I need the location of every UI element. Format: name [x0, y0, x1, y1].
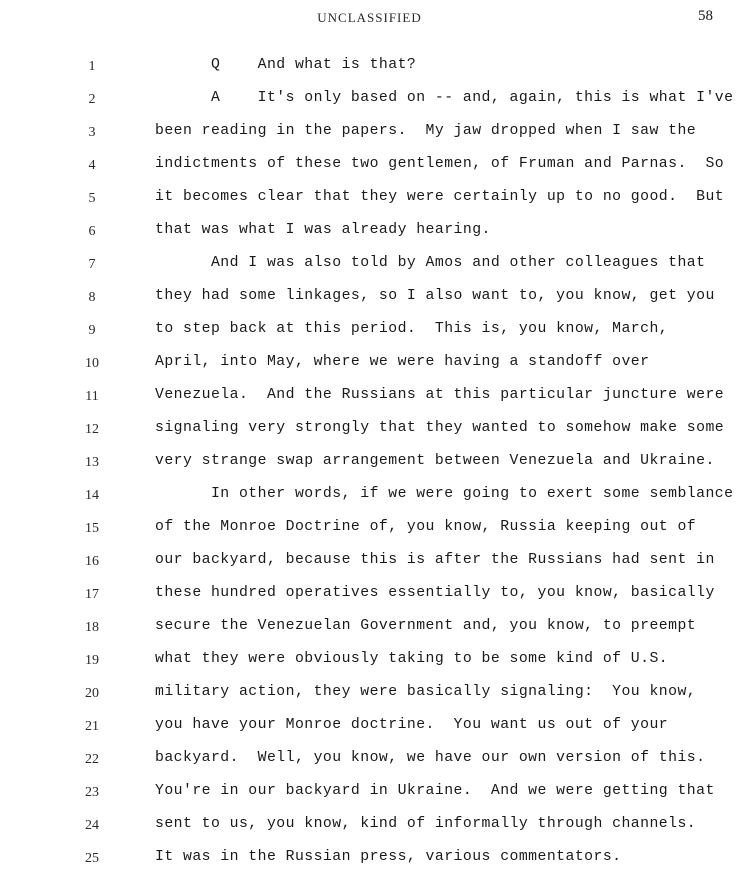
line-text: very strange swap arrangement between Venezuela and Ukraine.: [155, 453, 715, 469]
line-text: signaling very strongly that they wanted to somehow make some: [155, 420, 725, 436]
line-number: 22: [85, 752, 99, 767]
transcript-line: [0, 117, 751, 150]
line-number: 1: [88, 59, 96, 74]
line-number: 20: [85, 686, 99, 701]
transcript-line: [0, 348, 751, 381]
line-number: 14: [85, 488, 99, 503]
line-text: military action, they were basically signaling: You know,: [155, 684, 697, 700]
line-text: secure the Venezuelan Government and, you know, to preempt: [155, 618, 697, 634]
line-number: 9: [88, 323, 96, 338]
line-text: You're in our backyard in Ukraine. And we were getting that: [155, 783, 715, 799]
line-number: 25: [85, 851, 99, 866]
line-number: 16: [85, 554, 99, 569]
line-number: 19: [85, 653, 99, 668]
line-text: these hundred operatives essentially to, you know, basically: [155, 585, 715, 601]
line-text: And I was also told by Amos and other colleagues that: [155, 255, 706, 271]
transcript-line: [0, 249, 751, 282]
line-text: In other words, if we were going to exert some semblance: [155, 486, 734, 502]
line-text: of the Monroe Doctrine of, you know, Russia keeping out of: [155, 519, 697, 535]
line-number: 8: [88, 290, 96, 305]
transcript-line: [0, 315, 751, 348]
line-number: 13: [85, 455, 99, 470]
line-number: 11: [85, 389, 99, 404]
line-text: you have your Monroe doctrine. You want us out of your: [155, 717, 669, 733]
line-number: 24: [85, 818, 99, 833]
line-number: 4: [88, 158, 96, 173]
line-number: 7: [88, 257, 96, 272]
line-number: 17: [85, 587, 99, 602]
transcript-line: [0, 612, 751, 645]
transcript-line: [0, 744, 751, 777]
transcript-line: [0, 579, 751, 612]
line-number: 6: [88, 224, 96, 239]
transcript-line: [0, 678, 751, 711]
line-text: Venezuela. And the Russians at this particular juncture were: [155, 387, 725, 403]
line-number: 12: [85, 422, 99, 437]
transcript-line: [0, 645, 751, 678]
classification-marking: UNCLASSIFIED: [317, 10, 422, 25]
transcript-line: [0, 480, 751, 513]
line-text: been reading in the papers. My jaw dropped when I saw the: [155, 123, 697, 139]
line-number: 21: [85, 719, 99, 734]
transcript-line: [0, 216, 751, 249]
transcript-line: [0, 282, 751, 315]
transcript-line: [0, 51, 751, 84]
transcript-body: [0, 51, 751, 876]
line-number: 2: [88, 92, 96, 107]
transcript-line: [0, 546, 751, 579]
line-number: 18: [85, 620, 99, 635]
line-number: 5: [88, 191, 96, 206]
transcript-line: [0, 150, 751, 183]
transcript-line: [0, 381, 751, 414]
line-text: our backyard, because this is after the Russians had sent in: [155, 552, 715, 568]
line-text: it becomes clear that they were certainly up to no good. But: [155, 189, 725, 205]
line-number: 23: [85, 785, 99, 800]
line-text: backyard. Well, you know, we have our own version of this.: [155, 750, 706, 766]
line-text: that was what I was already hearing.: [155, 222, 491, 238]
line-text: April, into May, where we were having a standoff over: [155, 354, 650, 370]
line-text: indictments of these two gentlemen, of Fruman and Parnas. So: [155, 156, 725, 172]
line-text: they had some linkages, so I also want to, you know, get you: [155, 288, 715, 304]
line-text: what they were obviously taking to be some kind of U.S.: [155, 651, 669, 667]
transcript-line: [0, 447, 751, 480]
line-text: A It's only based on -- and, again, this is what I've: [155, 90, 734, 106]
transcript-line: [0, 777, 751, 810]
page-number: 58: [698, 8, 713, 24]
line-number: 3: [88, 125, 96, 140]
transcript-line: [0, 183, 751, 216]
transcript-line: [0, 84, 751, 117]
transcript-line: [0, 843, 751, 876]
line-number: 15: [85, 521, 99, 536]
transcript-line: [0, 810, 751, 843]
line-number: 10: [85, 356, 99, 371]
line-text: to step back at this period. This is, you know, March,: [155, 321, 669, 337]
line-text: It was in the Russian press, various commentators.: [155, 849, 622, 865]
line-text: Q And what is that?: [155, 57, 417, 73]
line-text: sent to us, you know, kind of informally through channels.: [155, 816, 697, 832]
transcript-line: [0, 513, 751, 546]
transcript-line: [0, 711, 751, 744]
transcript-line: [0, 414, 751, 447]
